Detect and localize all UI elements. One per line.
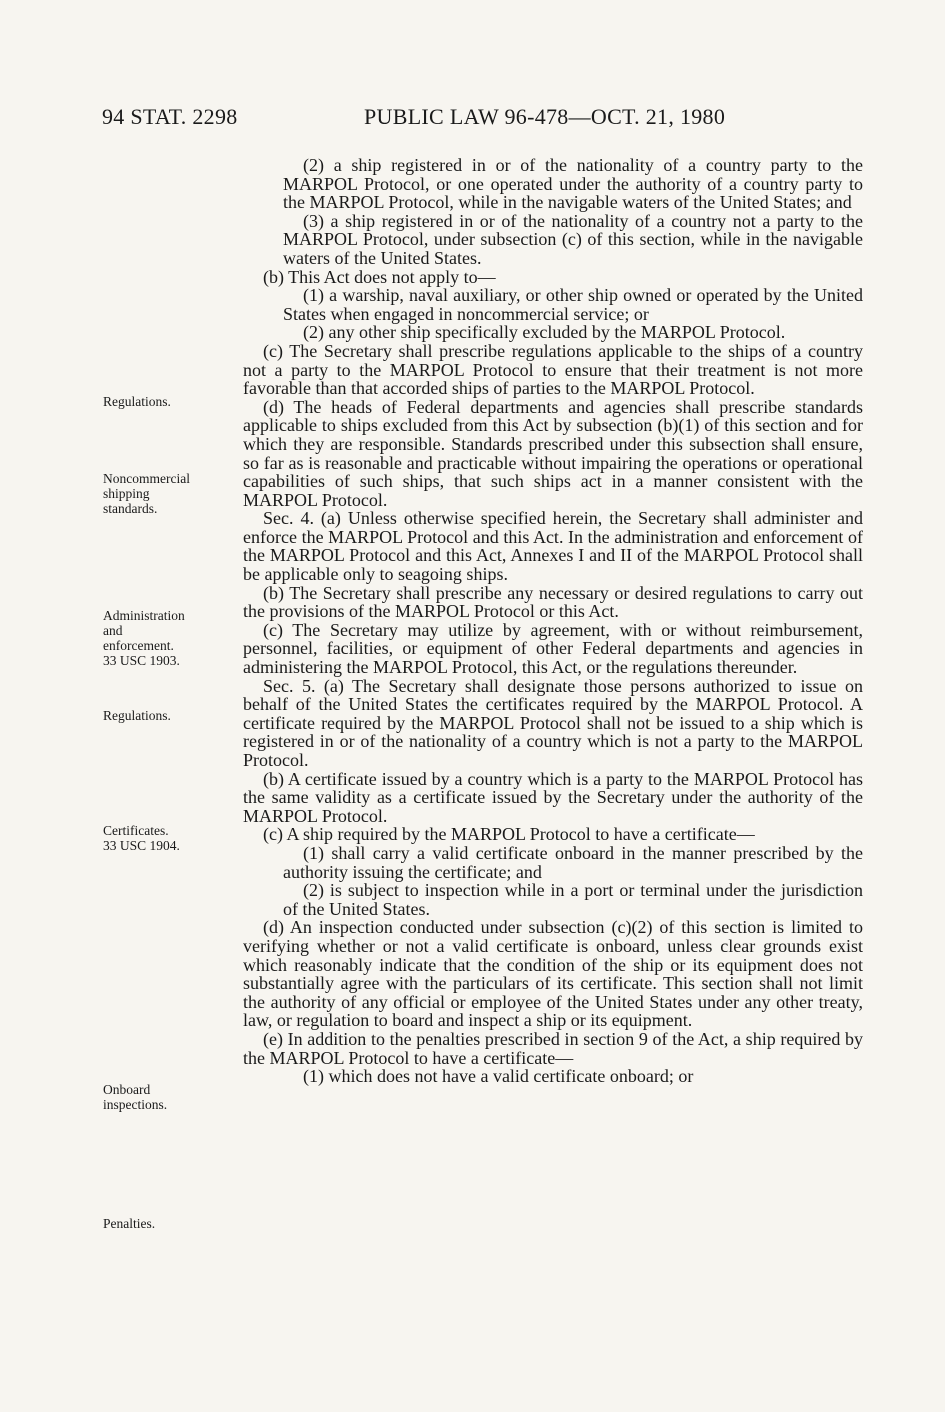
margin-note-regulations-2 xyxy=(103,708,233,723)
section-4-paragraph: Sec. 4. (a) Unless otherwise specified herein, the Secretary shall administer and enforce the MARPOL Protocol and this Act. In the administration and enforcement of the MARPOL Protocol and this Act, Annexes I and II of the MARPOL Protocol shall be applicable only to seagoing ships. xyxy=(243,508,863,585)
margin-note-noncommercial xyxy=(103,471,233,516)
paragraph: (3) a ship registered in or of the nationality of a country not a party to the MARPOL Protocol, under subsection (c) of this section, while in the navigable waters of the United States. xyxy=(283,210,863,268)
law-title: PUBLIC LAW 96-478—OCT. 21, 1980 xyxy=(364,104,726,129)
paragraph: (b) The Secretary shall prescribe any necessary or desired regulations to carry out the provisions of the MARPOL Protocol or this Act. xyxy=(243,582,863,622)
paragraph: (d) An inspection conducted under subsection (c)(2) of this section is limited to verifying whether or not a valid certificate is onboard, unless clear grounds exist which reasonably indicate that the condition of the ship or its equipment does not substantially agree with the particulars of its certificate. This section shall not limit the authority of any official or employee of the United States under any other treaty, law, or regulation to board and inspect a ship or its equipment. xyxy=(243,917,863,1031)
paragraph: (c) A ship required by the MARPOL Protocol to have a certificate— xyxy=(263,824,755,845)
statute-citation: 94 STAT. 2298 xyxy=(102,104,238,129)
margin-note-line: and xyxy=(103,623,123,638)
margin-note-line: Regulations. xyxy=(103,708,171,723)
margin-note-certificates xyxy=(103,823,233,853)
margin-note-line: Onboard xyxy=(103,1082,151,1097)
margin-note-line: Noncommercial xyxy=(103,471,190,486)
margin-note-line: 33 USC 1903. xyxy=(103,653,180,668)
margin-note-line: inspections. xyxy=(103,1097,168,1112)
paragraph: (c) The Secretary shall prescribe regulations applicable to the ships of a country not a party to the MARPOL Protocol to ensure that their treatment is not more favorable than that accorded ships of parties to the MARPOL Protocol. xyxy=(243,340,863,399)
section-5-paragraph: Sec. 5. (a) The Secretary shall designate those persons authorized to issue on behalf of the United States the certificates required by the MARPOL Protocol. A certificate required by the MARPOL Protocol shall not be issued to a ship which is registered in or of the nationality of a country which is not a party to the MARPOL Protocol. xyxy=(243,675,863,770)
margin-note-onboard xyxy=(103,1082,233,1112)
paragraph: (c) The Secretary may utilize by agreement, with or without reimbursement, personnel, facilities, or equipment of other Federal departments and agencies in administering the MARPOL Protocol, this Act, or the regulations thereunder. xyxy=(243,619,863,678)
paragraph: (1) which does not have a valid certificate onboard; or xyxy=(303,1066,694,1087)
paragraph: (2) any other ship specifically excluded by the MARPOL Protocol. xyxy=(303,322,786,343)
paragraph: (1) shall carry a valid certificate onboard in the manner prescribed by the authority issuing the certificate; and xyxy=(283,842,863,882)
margin-note-administration xyxy=(103,608,233,668)
margin-note-line: Certificates. xyxy=(103,823,169,838)
margin-note-line: standards. xyxy=(103,501,158,516)
margin-note-penalties xyxy=(103,1216,233,1231)
paragraph: (2) is subject to inspection while in a port or terminal under the jurisdiction of the United States. xyxy=(283,880,863,919)
margin-note-regulations xyxy=(103,394,233,409)
margin-note-line: Penalties. xyxy=(103,1216,156,1231)
margin-note-line: enforcement. xyxy=(103,638,174,653)
body-text xyxy=(243,156,863,1086)
margin-note-line: 33 USC 1904. xyxy=(103,838,180,853)
paragraph: (e) In addition to the penalties prescribed in section 9 of the Act, a ship required by the MARPOL Protocol to have a certificate— xyxy=(243,1028,863,1068)
margin-note-line: shipping xyxy=(103,486,150,501)
paragraph: (d) The heads of Federal departments and agencies shall prescribe standards applicable to ships excluded from this Act by subsection (b)(1) of this section and for which they are responsible. Standards prescribed under this subsection shall ensure, so far as is reasonable and practicable without impairing the operations or operational capabilities of such ships, that such ships act in a manner consistent with the MARPOL Protocol. xyxy=(243,396,863,510)
paragraph: (2) a ship registered in or of the nationality of a country party to the MARPOL Protocol, or one operated under the authority of a country party to the MARPOL Protocol, while in the navigable waters of the United States; and xyxy=(283,155,863,213)
paragraph: (b) This Act does not apply to— xyxy=(263,266,496,287)
margin-note-line: Regulations. xyxy=(103,394,171,409)
paragraph: (b) A certificate issued by a country which is a party to the MARPOL Protocol has the same validity as a certificate issued by the Secretary under the authority of the MARPOL Protocol. xyxy=(243,768,863,826)
margin-note-line: Administration xyxy=(103,608,185,623)
paragraph: (1) a warship, naval auxiliary, or other ship owned or operated by the United States when engaged in noncommercial service; or xyxy=(283,285,863,324)
